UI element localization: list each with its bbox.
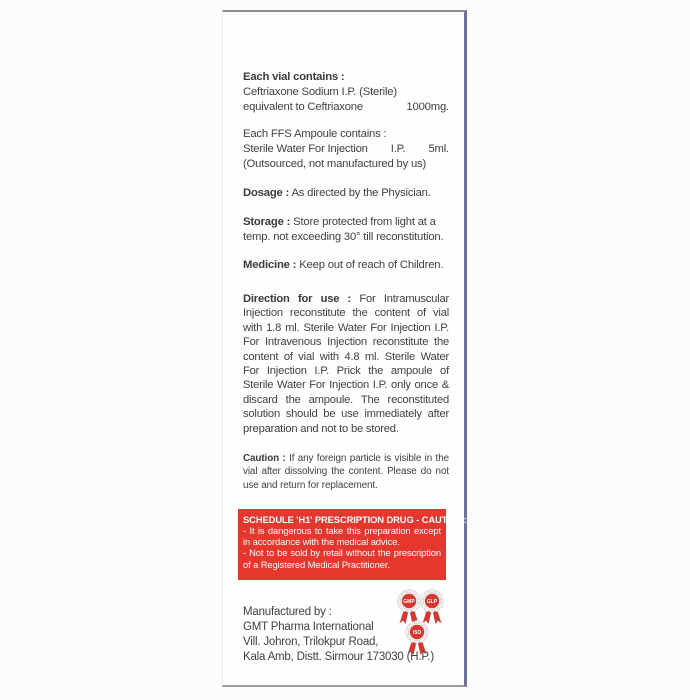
vial-contents-heading-text: Each vial contains : <box>243 71 345 83</box>
storage-text: Store protected from light at a temp. not exceeding 30° till reconstitution. <box>243 216 444 243</box>
medicine-label: Medicine : <box>243 259 297 271</box>
vial-contents-heading <box>243 70 449 85</box>
iso-badge-label: ISO <box>412 629 422 636</box>
manufacturer-name: GMT Pharma International <box>243 621 374 633</box>
caution-label: Caution : <box>243 453 286 464</box>
caution-block <box>243 452 449 492</box>
volume-value: 5ml. <box>428 143 449 155</box>
dosage-label: Dosage : <box>243 187 290 199</box>
manufacturer-address2: Kala Amb, Distt. Sirmour 173030 (H.P.) <box>243 651 434 663</box>
manufacturer-block <box>243 605 449 665</box>
ampoule-contents-heading: Each FFS Ampoule contains : <box>243 128 387 140</box>
vial-contents-line2 <box>243 100 449 115</box>
schedule-h1-title: SCHEDULE 'H1' PRESCRIPTION DRUG - CAUTION: <box>243 514 467 525</box>
outsourced-note: (Outsourced, not manufactured by us) <box>243 158 427 170</box>
glp-badge-label: GLP <box>426 598 438 605</box>
ampoule-contents-block <box>243 127 449 172</box>
dosage-text: As directed by the Physician. <box>291 187 431 199</box>
vial-contents-block <box>243 70 449 115</box>
direction-for-use-block <box>243 292 449 436</box>
manufacturer-address1: Vill. Johron, Trilokpur Road, <box>243 636 379 648</box>
strength-value: 1000mg. <box>406 101 449 113</box>
manufactured-by-heading: Manufactured by : <box>243 606 332 618</box>
direction-text: For Intramuscular Injection reconstitute the content of vial with 1.8 ml. Sterile Water For Injection I.P. For Intravenous Injection reconstitute the content of vial with 4.8 ml. Sterile Water For Injection I.P. Prick the ampoule of Sterile Water For Injection I.P. only once & discard the ampoule. The reconstituted solution should be use immediately after preparation and not to be stored. <box>243 293 449 435</box>
gmp-badge-label: GMP <box>403 598 415 605</box>
medicine-text: Keep out of reach of Children. <box>299 259 444 271</box>
equivalent-text: equivalent to Ceftriaxone <box>243 101 363 113</box>
storage-block <box>243 215 449 245</box>
dosage-block <box>243 186 449 201</box>
schedule-h1-item1: - It is dangerous to take this preparation except in accordance with the medical advice. <box>243 525 441 548</box>
schedule-h1-warning-box <box>238 509 467 580</box>
direction-label: Direction for use : <box>243 293 352 305</box>
medicine-block <box>243 258 449 273</box>
storage-label: Storage : <box>243 216 291 228</box>
sterile-water-text: Sterile Water For Injection <box>243 143 368 155</box>
caution-text: If any foreign particle is visible in the vial after dissolving the content. Please do not use and return for replacement. <box>243 453 449 491</box>
carton-side-panel <box>222 10 467 687</box>
ampoule-contents-line1 <box>243 142 449 157</box>
schedule-h1-item2: - Not to be sold by retail without the prescription of a Registered Medical Practitioner. <box>243 547 441 570</box>
vial-contents-line1: Ceftriaxone Sodium I.P. (Sterile) <box>243 86 397 98</box>
ip-text: I.P. <box>390 143 406 155</box>
